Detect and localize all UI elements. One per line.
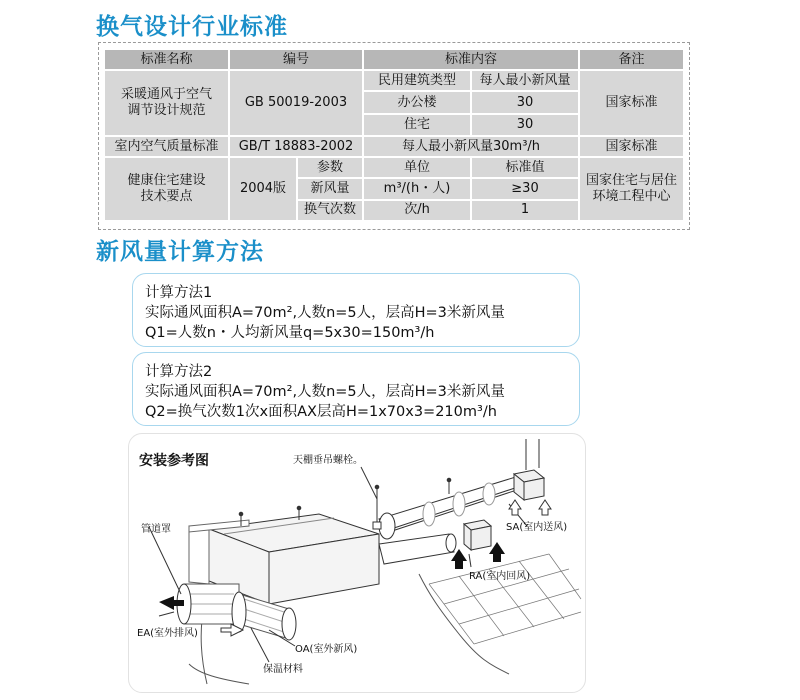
- row3-unit-air-changes: 次/h: [363, 200, 471, 221]
- row1-subheader-min-air: 每人最小新风量: [471, 70, 579, 91]
- row3-note: 国家住宅与居住环境工程中心: [579, 157, 684, 221]
- row1-subheader-type: 民用建筑类型: [363, 70, 471, 91]
- label-ceiling-bolt: 天棚垂吊螺栓。: [293, 455, 363, 466]
- row3-code-cell: [229, 157, 363, 221]
- method1-box: [132, 273, 580, 347]
- label-ea: EA(室外排风): [137, 628, 198, 639]
- method1-line1: 实际通风面积A=70m²,人数n=5人，层高H=3米新风量: [145, 305, 505, 321]
- label-sa: SA(室内送风): [506, 522, 568, 533]
- row3-value-fresh-air: ≥30: [471, 178, 579, 199]
- method1-title: 计算方法1: [145, 285, 213, 301]
- header-code: 编号: [229, 49, 363, 70]
- diagram-title: 安装参考图: [139, 453, 209, 469]
- row2-name: 室内空气质量标准: [104, 136, 229, 157]
- row1-code: GB 50019-2003: [229, 70, 363, 136]
- standards-table-frame: [98, 42, 690, 230]
- method2-box: [132, 352, 580, 426]
- row1-residence-value: 30: [471, 114, 579, 136]
- sa-outlet: [514, 470, 544, 500]
- header-note: 备注: [579, 49, 684, 70]
- row1-name: 采暖通风于空气调节设计规范: [104, 70, 229, 136]
- row1-residence: 住宅: [363, 114, 471, 136]
- method1-line2: Q1=人数n・人均新风量q=5x30=150m³/h: [145, 325, 435, 341]
- row1-office: 办公楼: [363, 91, 471, 113]
- row3-param-fresh-air: 新风量: [298, 179, 362, 200]
- row3-param-air-changes: 换气次数: [303, 202, 356, 218]
- row3-code: 2004版: [230, 158, 298, 220]
- row3-name: 健康住宅建设技术要点: [104, 157, 229, 221]
- header-standard-name: 标准名称: [104, 49, 229, 70]
- header-content: 标准内容: [363, 49, 579, 70]
- label-duct-hood: 管道罩: [141, 524, 171, 535]
- row3-value-air-changes: 1: [471, 200, 579, 221]
- method2-title: 计算方法2: [145, 364, 213, 380]
- row2-content: 每人最小新风量30m³/h: [363, 136, 579, 157]
- ra-return: [464, 520, 491, 550]
- label-oa: OA(室外新风): [295, 644, 358, 655]
- section-title-calculation: 新风量计算方法: [96, 239, 264, 265]
- label-insulation: 保温材料: [263, 664, 303, 675]
- standards-table: [103, 48, 685, 222]
- row3-unit-fresh-air: m³/(h・人): [363, 178, 471, 199]
- method2-line2: Q2=换气次数1次x面积AX层高H=1x70x3=210m³/h: [145, 404, 497, 420]
- installation-diagram: [128, 433, 586, 693]
- label-ra: RA(室内回风): [469, 571, 531, 582]
- method2-line1: 实际通风面积A=70m²,人数n=5人，层高H=3米新风量: [145, 384, 505, 400]
- row3-unit-header: 单位: [363, 157, 471, 178]
- row1-office-value: 30: [471, 91, 579, 113]
- row3-std-header: 标准值: [471, 157, 579, 178]
- row1-note: 国家标准: [579, 70, 684, 136]
- row3-param-header: 参数: [298, 158, 362, 179]
- row2-note: 国家标准: [579, 136, 684, 157]
- row2-code: GB/T 18883-2002: [229, 136, 363, 157]
- section-title-standards: 换气设计行业标准: [96, 14, 288, 40]
